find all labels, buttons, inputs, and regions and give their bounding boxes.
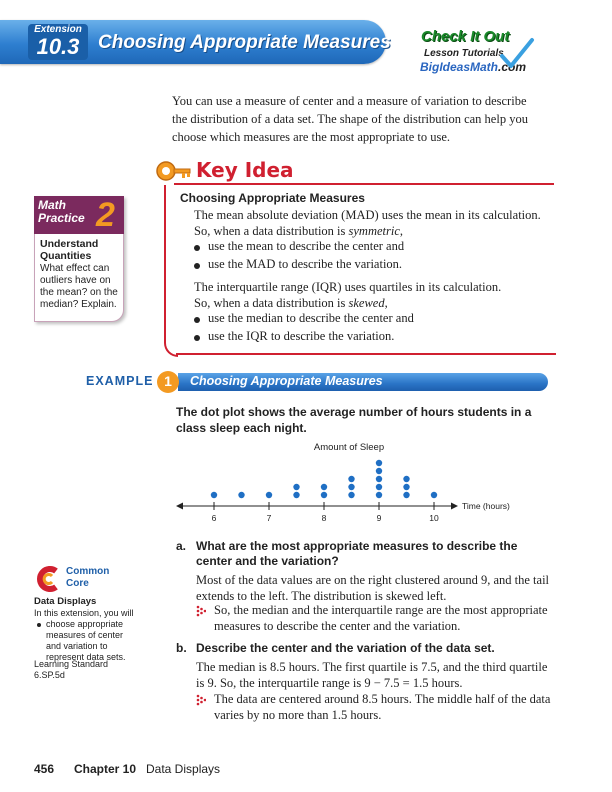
extension-label: Extension [34, 24, 82, 35]
math-practice-number: 2 [96, 196, 115, 234]
key-idea-p1-line2 [194, 223, 554, 239]
key-idea-bullet: use the mean to describe the center and [208, 239, 405, 253]
data-dot [211, 492, 217, 498]
bigideasmath-suffix: .com [498, 60, 527, 74]
data-dot [266, 492, 272, 498]
axis-arrow-left-icon [176, 503, 183, 510]
example-problem: The dot plot shows the average number of hours students in a class sleep each night. [176, 405, 532, 435]
data-dot [403, 484, 409, 490]
key-idea-p2 [194, 279, 554, 311]
dot-plot [170, 438, 530, 533]
bullet-icon [194, 263, 200, 269]
key-icon [154, 156, 194, 186]
chapter-label: Chapter 10 [74, 762, 137, 776]
common-core-subtitle: Data Displays [34, 596, 97, 607]
example-label: EXAMPLE [86, 374, 154, 388]
math-practice-title [38, 199, 85, 225]
data-dot [403, 492, 409, 498]
data-dot [238, 492, 244, 498]
part-a-answer: Most of the data values are on the right clustered around 9, and the tail extends to the left. The distribution is skewed left. [196, 573, 550, 603]
key-idea-symmetric: symmetric [348, 224, 400, 238]
x-tick-label: 7 [266, 513, 272, 523]
common-core-title [66, 566, 109, 590]
key-idea-p2-line2 [194, 295, 554, 311]
math-practice-subtitle: Understand Quantities [40, 238, 99, 262]
key-idea-bracket [164, 185, 178, 357]
conclusion-arrow-icon [196, 694, 206, 706]
key-idea-bullet: use the MAD to describe the variation. [208, 257, 403, 271]
part-b-letter: b. [176, 641, 187, 655]
part-b-question: Describe the center and the variation of the data set. [196, 641, 495, 655]
data-dot [376, 492, 382, 498]
conclusion-arrow-icon [196, 605, 206, 617]
intro-paragraph: You can use a measure of center and a measure of variation to describe the distribution of a data set. The shape of the distribution can help you choose which measures are the most appropriate to use. [172, 94, 528, 144]
bullet-icon [194, 317, 200, 323]
common-core-logo-icon [34, 565, 62, 593]
data-dot [293, 484, 299, 490]
bullet-icon [194, 335, 200, 341]
data-dot [321, 484, 327, 490]
math-practice-title-line1: Math [38, 198, 66, 212]
key-idea-title: Key Idea [196, 158, 294, 182]
common-core-title-line1: Common [66, 566, 110, 577]
key-idea-p2-comma: , [384, 296, 388, 310]
x-tick-label: 10 [429, 513, 439, 523]
bigideasmath-text: BigIdeasMath [420, 60, 499, 74]
key-idea-rule [174, 183, 554, 185]
data-dot [348, 476, 354, 482]
check-it-out-title[interactable]: Check It Out [421, 28, 510, 45]
data-dot [376, 476, 382, 482]
data-dot [376, 468, 382, 474]
part-a-conclusion: So, the median and the interquartile range are the most appropriate measures to describe the center and the variation. [214, 603, 548, 633]
math-practice-title-line2: Practice [38, 211, 85, 225]
part-b-conclusion: The data are centered around 8.5 hours. The middle half of the data varies by no more than 1.5 hours. [214, 692, 551, 722]
data-dot [321, 492, 327, 498]
part-a-letter: a. [176, 539, 187, 553]
key-idea-p1-text: So, when a data distribution is [194, 224, 349, 238]
key-idea-bullet: use the IQR to describe the variation. [208, 329, 395, 343]
x-tick-label: 6 [211, 513, 217, 523]
key-idea-p1 [194, 207, 554, 239]
page-number: 456 [34, 762, 55, 776]
data-dot [348, 484, 354, 490]
lesson-tutorials-label: Lesson Tutorials [424, 48, 504, 59]
checkmark-icon [496, 34, 536, 74]
key-idea-bottom-rule [176, 353, 556, 355]
learning-standard-code: 6.SP.5d [34, 670, 65, 680]
data-dot [348, 492, 354, 498]
data-dot [293, 492, 299, 498]
example-number: 1 [164, 373, 172, 389]
key-idea-bullet: use the median to describe the center and [208, 311, 414, 325]
key-idea-p2-line1: The interquartile range (IQR) uses quartiles in its calculation. [194, 280, 502, 294]
common-core-title-line2: Core [66, 578, 89, 589]
math-practice-text: What effect can outliers have on the mean? on the median? Explain. [40, 263, 118, 310]
data-dot [376, 484, 382, 490]
data-dot [376, 460, 382, 466]
chapter-title: Data Displays [146, 762, 221, 776]
x-tick-label: 8 [321, 513, 327, 523]
key-idea-subtitle: Choosing Appropriate Measures [180, 191, 365, 205]
learning-standard-label: Learning Standard [34, 659, 109, 669]
key-idea-skewed: skewed [348, 296, 385, 310]
key-idea-p2-text: So, when a data distribution is [194, 296, 349, 310]
data-dot [431, 492, 437, 498]
key-idea-p1-line1: The mean absolute deviation (MAD) uses the mean in its calculation. [194, 208, 541, 222]
x-tick-label: 9 [376, 513, 382, 523]
bullet-icon [194, 245, 200, 251]
common-core-bullet: choose appropriate measures of center and variation to represent data sets. [46, 619, 126, 662]
example-title: Choosing Appropriate Measures [190, 374, 383, 388]
chart-title: Amount of Sleep [313, 442, 385, 453]
part-a-question: What are the most appropriate measures to describe the center and the variation? [196, 539, 518, 568]
extension-number: 10.3 [36, 34, 80, 59]
common-core-intro: In this extension, you will [34, 608, 134, 618]
key-idea-p1-comma: , [399, 224, 403, 238]
data-dot [403, 476, 409, 482]
page-title: Choosing Appropriate Measures [98, 32, 391, 53]
part-b-answer: The median is 8.5 hours. The first quartile is 7.5, and the third quartile is 9. So, the interquartile range is 9 − 7.5 = 1.5 hours. [196, 660, 548, 690]
x-axis-label: Time (hours) [462, 501, 510, 511]
bullet-icon [37, 623, 41, 627]
axis-arrow-right-icon [451, 503, 458, 510]
